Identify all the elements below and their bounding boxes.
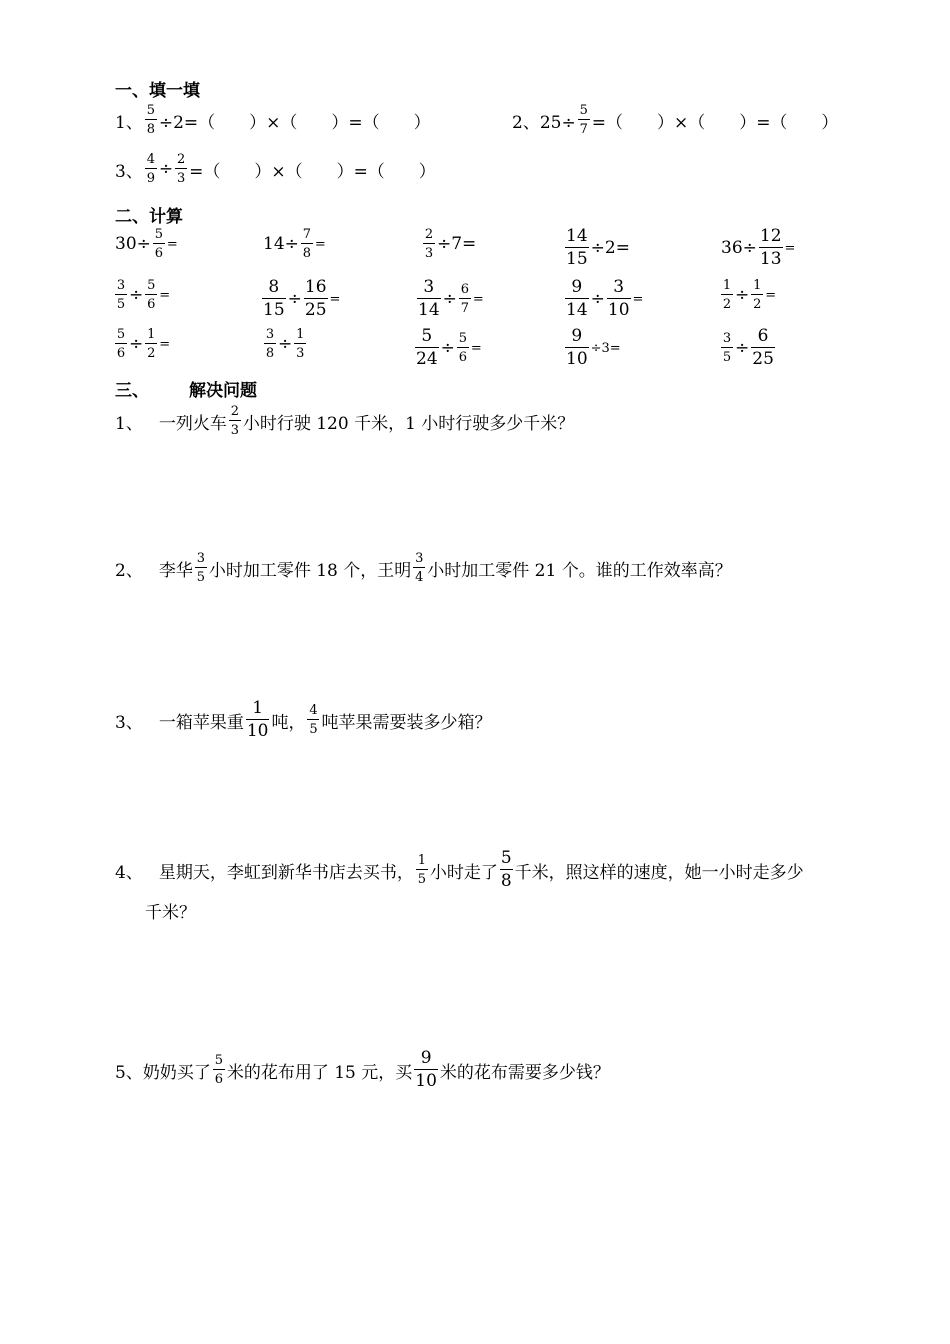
- calc-item: 30÷ $\frac{5}{6}$ =: [115, 227, 178, 261]
- calc-item: 36÷ $\frac{12}{13}$ =: [721, 226, 796, 269]
- calc-item: $\frac{1}{2}$ ÷ $\frac{1}{2}$ =: [722, 278, 777, 312]
- calc-item: $\frac{5}{24}$ ÷ $\frac{5}{6}$ =: [416, 326, 482, 369]
- fill-problem-1: 1、 $\frac{5}{8}$ ÷2=（ ）×（ ）=（ ）: [115, 103, 431, 137]
- fraction: $\frac{2}{3}$: [176, 152, 186, 186]
- calc-item: $\frac{2}{3}$ ÷7=: [424, 227, 477, 261]
- calc-item: $\frac{3}{5}$ ÷ $\frac{5}{6}$ =: [116, 278, 171, 312]
- calc-item: $\frac{5}{6}$ ÷ $\frac{1}{2}$ =: [116, 327, 171, 361]
- fraction: $\frac{4}{9}$: [146, 152, 155, 186]
- fraction: $\frac{5}{7}$: [579, 103, 588, 137]
- word-problem-4-cont: 千米？: [145, 903, 196, 923]
- calc-item: $\frac{3}{5}$ ÷ $\frac{6}{25}$: [722, 326, 774, 369]
- fill-problem-3: 3、 $\frac{4}{9}$ ÷ $\frac{2}{3}$ =（ ）×（ ）=（ ）: [115, 152, 436, 186]
- word-problem-1: 1、 一列火车 $\frac{2}{3}$ 小时行驶 120 千米，1 小时行驶多少千米？: [115, 404, 575, 438]
- calc-item: 14÷ $\frac{7}{8}$ =: [263, 227, 326, 261]
- fill-problem-2: 2、25÷ $\frac{5}{7}$ =（ ）×（ ）=（ ）: [512, 103, 839, 137]
- calc-item: $\frac{9}{14}$ ÷ $\frac{3}{10}$ =: [566, 277, 644, 320]
- word-problem-4: 4、 星期天，李虹到新华书店去买书， $\frac{1}{5}$ 小时走了 $\frac{5}{8}$ 千米，照这样的速度，她一小时走多少: [115, 848, 804, 891]
- calc-item: $\frac{3}{8}$ ÷ $\frac{1}{3}$: [265, 327, 305, 361]
- calc-item: $\frac{14}{15}$ ÷2=: [566, 226, 630, 269]
- word-problem-3: 3、 一箱苹果重 $\frac{1}{10}$ 吨， $\frac{4}{5}$ 吨苹果需要装多少箱？: [115, 698, 492, 741]
- calc-item: $\frac{9}{10}$ ÷3=: [566, 326, 621, 369]
- section3-heading: 三、 解决问题: [115, 381, 257, 401]
- fraction: $\frac{5}{8}$: [146, 103, 155, 137]
- calc-item: $\frac{8}{15}$ ÷ $\frac{16}{25}$ =: [263, 277, 341, 320]
- calc-item: $\frac{3}{14}$ ÷ $\frac{6}{7}$ =: [418, 277, 484, 320]
- word-problem-2: 2、 李华 $\frac{3}{5}$ 小时加工零件 18 个，王明 $\frac{3}{4}$ 小时加工零件 21 个。谁的工作效率高？: [115, 551, 732, 585]
- section2-heading: 二、计算: [115, 207, 183, 227]
- word-problem-5: 5、 奶奶买了 $\frac{5}{6}$ 米的花布用了 15 元，买 $\frac{9}{10}$ 米的花布需要多少钱？: [115, 1048, 610, 1091]
- section1-heading: 一、填一填: [115, 81, 200, 101]
